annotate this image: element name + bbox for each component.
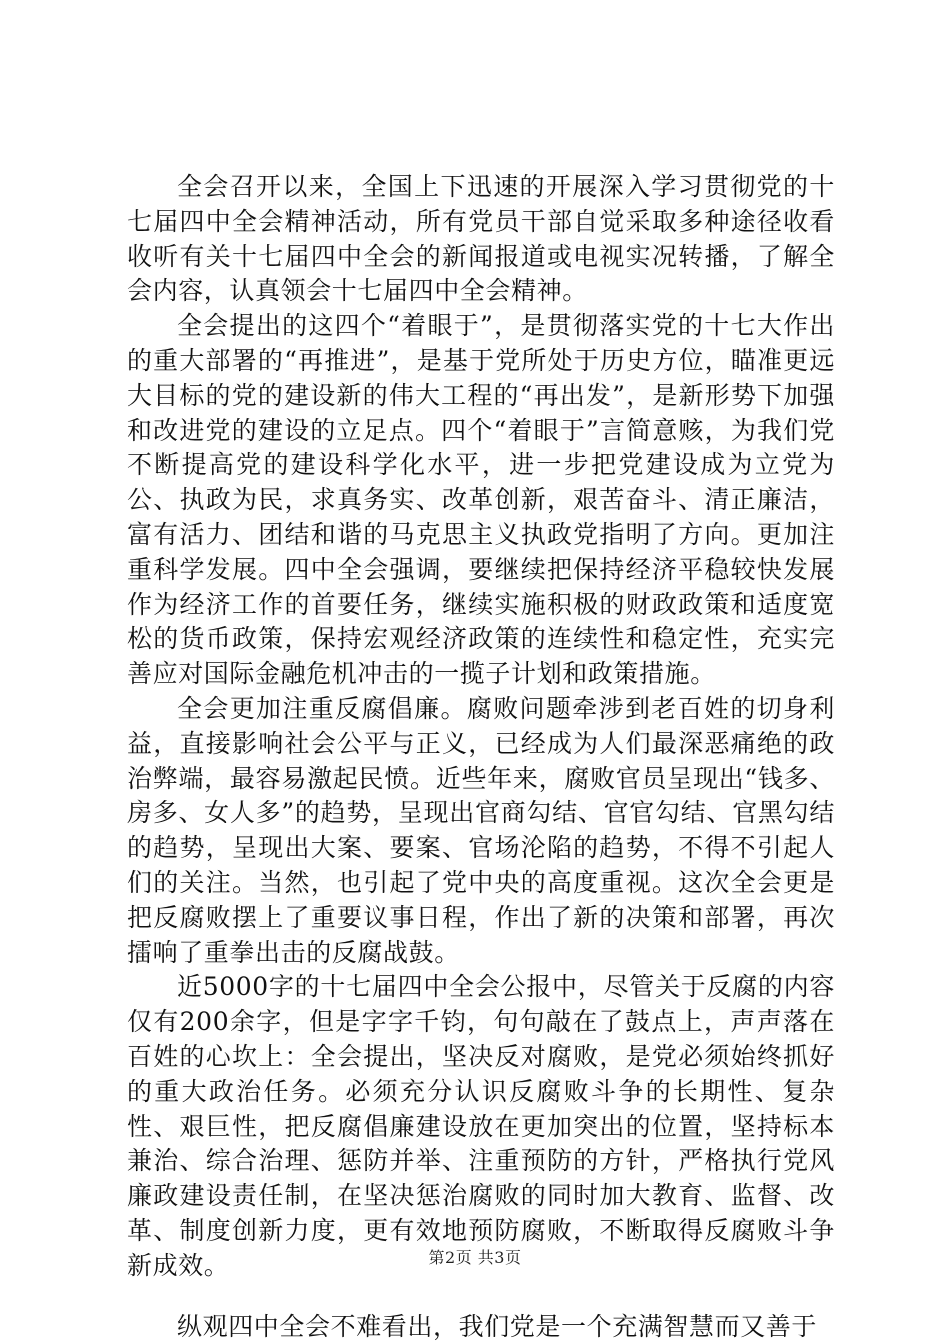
paragraph-4: 近5000字的十七届四中全会公报中，尽管关于反腐的内容仅有200余字，但是字字千钧，句句敲在了鼓点上，声声落在百姓的心坎上：全会提出，坚决反对腐败，是党必须始终抓好的重大政治任务。必须充分认识反腐败斗争的长期性、复杂性、艰巨性，把反腐倡廉建设放在更加突出的位置，坚持标本兼治、综合治理、惩防并举、注重预防的方针，严格执行党风廉政建设责任制，在坚决惩治腐败的同时加大教育、监督、改革、制度创新力度，更有效地预防腐败，不断取得反腐败斗争新成效。 (127, 972, 835, 1280)
page-number-footer: 第2页 共3页 (428, 1248, 522, 1267)
paragraph-3: 全会更加注重反腐倡廉。腐败问题牵涉到老百姓的切身利益，直接影响社会公平与正义，已经成为人们最深恶痛绝的政治弊端，最容易激起民愤。近些年来，腐败官员呈现出“钱多、房多、女人多”的趋势，呈现出官商勾结、官官勾结、官黑勾结的趋势，呈现出大案、要案、官场沦陷的趋势，不得不引起人们的关注。当然，也引起了党中央的高度重视。这次全会更是把反腐败摆上了重要议事日程，作出了新的决策和部署，再次擂响了重拳出击的反腐战鼓。 (127, 693, 835, 967)
document-body (127, 170, 835, 1344)
paragraph-5: 纵观四中全会不难看出，我们党是一个充满智慧而又善于 (177, 1311, 818, 1341)
paragraph-2: 全会提出的这四个“着眼于”，是贯彻落实党的十七大作出的重大部署的“再推进”，是基于党所处于历史方位，瞄准更远大目标的党的建设新的伟大工程的“再出发”，是新形势下加强和改进党的建设的立足点。四个“着眼于”言简意赅，为我们党不断提高党的建设科学化水平，进一步把党建设成为立党为公、执政为民，求真务实、改革创新，艰苦奋斗、清正廉洁，富有活力、团结和谐的马克思主义执政党指明了方向。更加注重科学发展。四中全会强调，要继续把保持经济平稳较快发展作为经济工作的首要任务，继续实施积极的财政政策和适度宽松的货币政策，保持宏观经济政策的连续性和稳定性，充实完善应对国际金融危机冲击的一揽子计划和政策措施。 (127, 311, 835, 689)
paragraph-1: 全会召开以来，全国上下迅速的开展深入学习贯彻党的十七届四中全会精神活动，所有党员干部自觉采取多种途径收看收听有关十七届四中全会的新闻报道或电视实况转播，了解全会内容，认真领会十七届四中全会精神。 (127, 172, 835, 306)
